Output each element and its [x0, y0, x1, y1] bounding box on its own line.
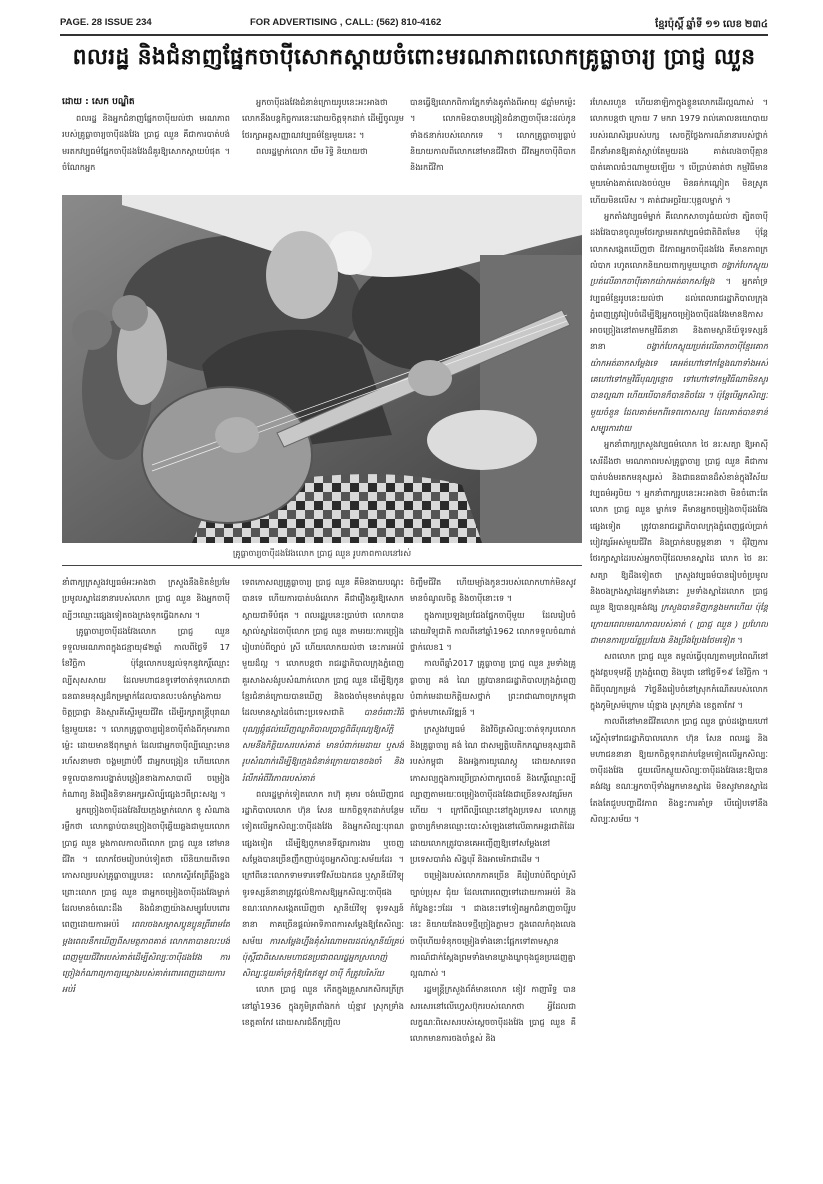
pull-quote: ការសម្ដែងហ្នឹងគុំសំណោមពរដល់ស្ថានីយ៍គ្រប់ប៉ុស្តិ៍ជាពិសេសមហាជនប្រជាពលរដ្ឋអ្នកស្រលាញ់សិល្បៈជួយគាំទ្រកុំឱ្យតែឥឡូវ ចាប៉ី ក៏ត្រូវបរិស័យ — [242, 935, 404, 979]
pull-quote: ក្រសួងបានទិញកន្លងមកហើយ ប៉ុន្តែក្រោយពេលមរណភាពរបស់គាត់ ( ប្រាជ្ញ ឈួន ) ប្រហែលជាមានការប្រយ័ត្នប្រយែង និងប្រឹងប្រែងថែមទៀត — [590, 602, 768, 645]
paragraph — [590, 436, 768, 648]
cushion — [427, 410, 537, 470]
article-photo — [62, 195, 582, 543]
paragraph: រហែសរហួន ហើយនាឡិកាក្នុងខ្លួនលោកដើរល្អណាស់ ។ លោកបន្តថា ក្រោយ 7 មករា 1979 រាល់គោលនយោបាយរបស់រណសិរ្សរបស់បក្ស សេចក្ដីថ្លែងការណ៍នានារបស់ថ្នាក់ដឹកនាំអានឱ្យគាត់ស្ដាប់តែមួយដង គាត់លេងចាប៉ីគ្មានបាត់គោលធំៗណាមួយឡើយ ។ បើប្រាប់គាត់ថា កម្មវិធីមានមួយម៉ោងគាត់លេងចប់ល្មម មិនឆក់កណ្ដៀត មិនស្រូត ហើយមិនលើស ។ គាត់ជាអច្ឆរិយៈបុគ្គលម្នាក់ ។ — [590, 97, 768, 205]
paragraph: រដ្ឋមន្ត្រីក្រសួងព័ត៌មានលោក ខៀវ កាញារីទ្ធ បានសរសេរនៅលើហ្វេសប៊ុករបស់លោកថា អ្វីដែលជាលក្ខណៈពិសេសរបស់ស្ដេចចាប៉ីដងវែង ប្រាជ្ញ ឈួន គឺលោកមានការចងចាំខ្ពស់ និង — [410, 984, 576, 1044]
chapei-body — [142, 387, 312, 523]
fretting-hand — [408, 360, 452, 396]
paragraph: ចិញ្ចឹមជីវិត ហើយម្យ៉ាងកូនៗរបស់លោកហាក់មិនសូវមានចំណូលចិត្ត និងចាប៉ីនោះទេ ។ — [410, 577, 576, 604]
paragraph-text: ទេពកោសល្យគ្រូធ្លាចារ្យ ប្រាជ្ញ ឈួន គឺមិនងាយបណ្ដុះបានទេ ហើយការបាត់បង់លោក គឺជារឿងគួរឱ្យសោកស្ដាយជាទីបំផុត ។ ពលរដ្ឋរូបនេះប្រាប់ថា លោកបានស្គាល់ស្នាដៃចាប៉ីលោក ប្រាជ្ញ ឈួន តាមរយៈការច្រៀងរៀបរាប់ពីច្បាប់ ស្រី ហើយលោកយល់ថា នេះការអប់រំមួយដ៏ល្អ ។ លោកបន្តថា រាជរដ្ឋាភិបាលក្រុងភ្នំពេញគួរសាងសង់រូបសំណាក់លោក ប្រាជ្ញ ឈួន ដើម្បីឱ្យកូនខ្មែរជំនាន់ក្រោយបានឃើញ និងចងចាំមុខមាត់បុគ្គល ដែលមានស្នាដៃចំពោះប្រទេសជាតិ — [242, 577, 404, 718]
child-head — [72, 310, 112, 350]
pull-quote: ពេលចងសម្ដាសប្ដូនប្អូនព្រឺរោមតែម្ដងពេលនឹកឃើញពីសមត្ថភាពគាត់ លោកតាបានលះបង់ពេញមួយជីវិតរបស់គាត់ដើម្បីសិល្បៈចាប៉ីដងវែង ការច្រៀងកំណាព្យកាព្យឃ្លោងរបស់គាត់ពោរពេញដោយការអប់រំ — [62, 919, 230, 995]
paragraph: អ្នកចាប៉ីដងវែងជំនាន់ក្រោយរូបនេះអះអាងថា លោកនឹងបន្តកិច្ចការនេះដោយចិត្តទុកដាក់ ដើម្បីចូលរួមថែរក្សាអត្តសញ្ញាណវប្បធម៌ខ្មែរមួយនេះ ។ — [242, 97, 404, 140]
photo-chapei-player — [62, 195, 582, 543]
plucking-hand — [215, 417, 259, 453]
paragraph: លោក ប្រាជ្ញ ឈួន កើតក្នុងគ្រួសារកសិករក្រីក្រ នៅឆ្នាំ1936 ក្នុងភូមិត្រពាំងកក់ ឃុំខ្នាវ ស្រុកទ្រាំង ខេត្តតាកែវ ដោយសារជំងឺកញ្ជ្រិល — [242, 984, 404, 1028]
column-3-top — [410, 94, 576, 190]
paragraph: ក្រសួងវប្បធម៌ និងវិចិត្រសិល្បៈចាត់ទុករូបលោក និងគ្រូធ្លាចារ្យ គង់ ណៃ ជាសម្បត្តិបេតិកភណ្ឌមនុស្សជាតិរបស់កម្ពុជា និងអង្គការយូណេស្កូ ដោយសារទេពកោសល្យក្នុងការប្រើប្រាស់ពាក្យពេចន៍ និងកេរ្តិ៍ឈ្មោះល្បីល្បាញតាមរយៈចម្រៀងចាប៉ីដងវែងជាច្រើនទសវត្សរ៍មកហើយ ។ ក្រៅពីល្បីឈ្មោះនៅក្នុងប្រទេស លោកគ្រូធ្លាចារ្យក៏មានឈ្មោះបោះសំឡេងនៅលើឆាកអន្តរជាតិដែរ ដោយលោកត្រូវបានគេអញ្ជើញឱ្យទៅសម្ដែងនៅប្រទេសបារាំង សិង្ហបុរី និងអាមេរិកជាដើម ។ — [410, 723, 576, 865]
paragraph — [410, 655, 576, 720]
paragraph: សពលោក ប្រាជ្ញ ឈួន តម្កល់ធ្វើបុណ្យតាមប្រពៃណីនៅក្នុងវត្តបទុមវត្តី ក្រុងភ្នំពេញ និងបូជា នៅថ្ងៃទី១៩ ខែវិច្ឆិកា ។ ពិធីបុណ្យកម្រង់ 7ថ្ងៃនឹងរៀបចំនៅស្រុកកំណើតរបស់លោកក្នុងភូមិស្រម៉ក្រោម ឃុំខ្នាង ស្រុកទ្រាំង ខេត្តតាកែវ ។ — [590, 651, 768, 710]
paragraph-text: អ្នកតាំងវប្បធម៌ម្នាក់ គឺលោកសាចារូធំយល់ថា ត្បិតចាប៉ីដងវែងបានចូលរួមថែរក្សាមរតកវប្បធម៌ជាតិពិតមែន ប៉ុន្តែលោកសង្កេតឃើញថា ជីវភាពអ្នកចាប៉ីដងវែង គឺមានភាពក្រលំបាក រហូតលោកនិយាយពាក្យមួយឃ្លាថា — [590, 211, 768, 270]
paragraph: ចម្រៀងរបស់លោកភាគច្រើន គឺរៀបរាប់ពីច្បាប់ស្រី ច្បាប់ប្រុស ជុំយ ដែលពោរពេញទៅដោយការអប់រំ និងកំប្លែងខ្លះៗដែរ ។ ជាងនេះទៅទៀតអ្នកជំនាញចាប៉ីរូបនេះ និយាយតែងបទថ្មីច្រៀងភ្លាមៗ ក្នុងពេលកំពុងលេងចាប៉ីហើយទំនុកចម្រៀងទាំងនោះផ្អែកទៅតាមស្ថានការណ៍ជាក់ស្ដែងព្រមទាំងមានឃ្លាងឃ្លាចុងជួនប្រដេញគ្នាល្អណាស់ ។ — [410, 870, 576, 979]
paragraph — [242, 574, 404, 786]
paragraph-text: អ្នកនាំពាក្យក្រសួងវប្បធម៌លោក ថៃ នរៈសត្យា ឱ្យអាស៊ីសេរីដឹងថា មរណភាពរបស់គ្រូធ្លាចារ្យ ប្រាជ្ញ ឈួន គឺជាការបាត់បង់មរតកមនុស្សរស់ និងជាធនធានដ៏សំខាន់ក្នុងវិស័យវប្បធម៌អរូបិយ ។ អ្នកនាំពាក្យរូបនេះអះអាងថា មិនចំពោះតែលោក ប្រាជ្ញ ឈួន ម្នាក់ទេ គឺមានអ្នកចម្រៀងចាប៉ីដងវែងផ្សេងទៀត ត្រូវបានរាជរដ្ឋាភិបាលក្រុងភ្នំពេញផ្ដល់ប្រាក់បៀវត្សរ៍អស់មួយជីវិត និងប្រាក់ឧបត្ថម្ភនានា ។ ជុំវិញការថែរក្សាស្នាដៃរបស់អ្នកចាប៉ីដែលមានស្នាដៃ លោក ថៃ នរៈសត្យា ឱ្យដឹងទៀតថា ក្រសួងវប្បធម៌បានរៀបចំប្រមូល និងចងក្រងស្នាដៃអ្នកទាំងនោះ រួមទាំងស្នាដៃលោក ប្រាជ្ញ ឈួន ឱ្យបានល្អគង់វង្ស — [590, 439, 768, 613]
paragraph-text: អ្នកច្រៀងចាប៉ីដងវែងវ័យក្មេងម្នាក់លោក ខូ សំណាង រម្លឹកថា លោកធ្លាប់បានច្រៀងចាប៉ីឆ្លើយឆ្លងជាមួយលោក ប្រាជ្ញ ឈួន ម្ដងកាលកាលពីលោក ប្រាជ្ញ ឈួន នៅមានជីវិត ។ លោកថែមរៀបរាប់ទៀតថា បើនិយាយពីទេពកោសល្យរបស់គ្រូធ្លាចារ្យរូបនេះ លោកស្ទើរតែព្រឺឆ្អឹងខ្នង ព្រោះលោក ប្រាជ្ញ ឈួន ជាអ្នកចម្រៀងចាប៉ីដងវែងម្នាក់ ដែលមានចំណេះដឹង និងជំនាញយ៉ាងសម្បូរបែបពោរពេញដោយការអប់រំ — [62, 805, 230, 930]
paragraph: ក្នុងការប្រឡងប្រជែងផ្នែកចាប៉ីមួយ ដែលរៀបចំដោយវិទ្យុជាតិ កាលពីនៅឆ្នាំ1962 លោកទទួលចំណាត់ថ្នាក់លេខ1 ។ — [410, 609, 576, 653]
paragraph-text: ជាអ្នកបង្រៀន — [142, 756, 189, 767]
man-head — [266, 231, 338, 319]
paragraph — [590, 208, 768, 436]
paragraph-text: ។ — [734, 634, 743, 645]
article-byline: ដោយ : សេក បណ្ឌិត — [62, 97, 135, 107]
photo-caption: គ្រូធ្លាចារ្យចាប៉ីដងវែងលោក ប្រាជ្ញ ឈួន រូបភាពកាលនៅរស់ — [232, 548, 412, 558]
column-1-top — [62, 110, 230, 190]
header-divider — [60, 34, 768, 36]
woman-head — [112, 295, 148, 331]
paragraph — [62, 623, 230, 802]
column-2-bottom — [242, 574, 404, 1114]
article-headline: ពលរដ្ឋ និងជំនាញផ្នែកចាប៉ីសោកស្ដាយចំពោះមរណភាពលោកគ្រូធ្លាចារ្យ ប្រាជ្ញ ឈួន — [72, 44, 756, 70]
paragraph — [242, 786, 404, 982]
paragraph: កាលពីនៅមានជីវិតលោក ប្រាជ្ញ ឈួន ធ្លាប់ដង្ហោយហៅស្នើសុំទៅរាជរដ្ឋាភិបាលលោក ហ៊ុន សែន ពលរដ្ឋ និងមហាជននានា ឱ្យយកចិត្តទុកដាក់បន្ថែមទៀតលើអ្នកសិល្បៈចាប៉ីដងវែង ជួយលើកស្ទួយសិល្បៈចាប៉ីដងវែងនេះឱ្យបានគង់វង្ស ខណៈអ្នកចាប៉ីទាំងអ្នកមានស្នាដៃ មិនសូវមានស្នាដៃតែងតែជួបបញ្ហាជីវភាព និងខ្វះការគាំទ្រ បើធៀបទៅនឹងសិល្បៈសម័យ ។ — [590, 716, 768, 825]
masthead-right: ខ្មែរប៉ុស្ដិ៍ ឆ្នាំទី ១១ លេខ ២៣៤ — [655, 19, 768, 30]
paragraph: បានធ្វើឱ្យលោកពិការភ្នែកទាំងគូតាំងពីអាយុ ៨ឆ្នាំមកម្ល៉េះ ។ លោកមិនបានបង្រៀនជំនាញចាប៉ីនេះដល់កូនទាំង៥នាក់របស់លោកទេ ។ លោកគ្រូធ្លាចារ្យធ្លាប់និយាយកាលពីលោកនៅមានជីវិតថា ជីវិតអ្នកចាប៉ីពិបាក និងរកជីវិកា — [410, 97, 576, 173]
paragraph: នាំពាក្យក្រសួងវប្បធម៌អះអាងថា ក្រសួងនឹងខិតខំប្រមែប្រមូលស្នាដៃនានារបស់លោក ប្រាជ្ញ ឈួន និងអ្នកចាប៉ីល្បីៗឈ្មោះផ្សេងទៀតចងក្រងទុកធ្វើឯកសារ ។ — [62, 577, 230, 620]
paragraph: ពលរដ្ឋម្នាក់លោក យឹម រិទ្ធិ និយាយថា — [256, 145, 368, 156]
page-header — [60, 16, 768, 36]
column-3-bottom — [410, 574, 576, 1114]
paragraph-text: គ្រូធ្លាចារ្យចាប៉ីដងវែងលោក ប្រាជ្ញ ឈួន ទទួលមរណភាពក្នុងជន្មាយុ៨២ឆ្នាំ កាលពីថ្ងៃទី 17 ខែវិច្ឆិកា ប៉ុន្តែលោកបន្សល់ទុកនូវកេរ្តិ៍ឈ្មោះល្បីសុសសាយ ដែលមហាជនទូទៅចាត់ទុកលោកជាធនធានមនុស្សដ៏កម្រម្នាក់ដែលបានលះបង់កម្លាំងកាយចិត្តប្រាជ្ញា និងស្មារតីស្ទើរមួយជីវិត ដើម្បីរក្សាតន្ត្រីបុរាណខ្មែរមួយនេះ ។ លោកគ្រូធ្លាចារ្យរៀនចាប៉ីតាំងពីកុមារភាពម្ល៉េះ ដោយមានឪពុកម្នាក់ ដែលជាអ្នកចាប៉ីល្បីឈ្មោះមានរហ័សនាមថា — [62, 625, 230, 767]
pull-quote: បានចំពោះវិធីបុណ្យឆ្កុំផល់ឃើញឈ្លាតិបាលប្រាជ្ញពិធីបុណ្យឱ្យស័ក្តិសមនឹងកិត្តិយសរបស់គាត់ មានបំពាក់មេដាយ ឬសង់រូបសំណាក់ដើម្បីឱ្យក្មេងជំនាន់ក្រោយបានចងចាំ និងរំលឹកអំពីវីរភាពរបស់គាត់ — [242, 707, 404, 783]
quoted-name: ចង្គមព្រាប់ប៊ី — [106, 756, 143, 767]
award-name: ព្រះរាជាណាចក្រកម្ពុជា ថ្នាក់មហាសេរីវឌ្ឍន៍ — [410, 691, 576, 718]
paragraph-text: ។ — [467, 707, 476, 718]
column-1-bottom — [62, 574, 230, 1114]
paragraph-text: ហើយលោកទទួលបានការបង្ហាត់បង្រៀនខាងភាសាបាលី ចម្រៀង កំណាព្យ និងរឿងនិទានអក្សរសិល្ប៍ផ្សេងៗពីព្រះសង្ឃ ។ — [62, 756, 230, 799]
column-4 — [590, 94, 768, 1114]
wall-panel — [480, 255, 582, 543]
page-issue-label: PAGE. 28 ISSUE 234 — [60, 17, 152, 28]
paragraph — [62, 802, 230, 998]
paragraph-text: ។ អ្នកគាំទ្រវប្បធម៌ខ្មែររូបនេះយល់ថា ដល់ពេលរាជរដ្ឋាភិបាលក្រុងភ្នំពេញត្រូវរៀបចំដើម្បីឱ្យអ្នកចម្រៀងចាប៉ីដងវែងមានឱកាសអាចច្រៀងនៅតាមកម្មវិធីនានា និងតាមស្ថានីយ៍ទូរទស្សន៍នានា — [590, 276, 768, 352]
paragraph-text: កាលពីឆ្នាំ2017 គ្រូធ្លាចារ្យ ប្រាជ្ញ ឈួន រួមទាំងគ្រូធ្លាចារ្យ គង់ ណៃ ត្រូវបានរាជរដ្ឋាភិបាលក្រុងភ្នំពេញបំពាក់មេដាយកិត្តិយសថ្នាក់ — [410, 658, 576, 702]
paragraph: ពលរដ្ឋ និងអ្នកជំនាញផ្នែកចាប៉ីយល់ថា មរណភាពរបស់គ្រូធ្លាចារ្យចាប៉ីដងវែង ប្រាជ្ញ ឈួន គឺជាការបាត់បង់មរតកវប្បធម៌ផ្នែកចាប៉ីដងវែងដ៏គួរឱ្យសោកស្ដាយបំផុត ។ ចំណែកអ្នក — [62, 113, 230, 172]
caption-divider — [62, 565, 582, 566]
pull-quote: ចង្វាក់បែកស្លុយ ប្រត់លើឆាកចាប៉ីគោកយ៉ាកអត់ឆាកសម្ដែង — [590, 259, 768, 287]
paragraph-text: ពលរដ្ឋម្នាក់ទៀតលោក រាហ៊ុ គុមារ ចង់ឃើញរាជរដ្ឋាភិបាលលោក ហ៊ុន សែន យកចិត្តទុកដាក់បន្ថែមទៀតលើអ្នកសិល្បៈចាប៉ីដងវែង និងអ្នកសិល្បៈបុរាណផ្សេងទៀត ដើម្បីឱ្យពួកមានទីផ្សារការងារ ឬចេញសម្ដែងបានច្រើនញឹកញាប់ដូចអ្នកសិល្បៈសម័យដែរ ។ ក្រៅពីនេះលោកទាមទារទៅវិស័យឯកជន ឬស្ថានីយ៍វិទ្យុ ទូរទស្សន៍នានាត្រូវផ្ដល់ឱកាសឱ្យអ្នកសិល្បៈចាប៉ីផង ខណៈលោកសង្កេតឃើញថា ស្ថានីយ៍វិទ្យុ ទូរទស្សន៍នានា ភាគច្រើនផ្ដល់អាទិភាពការសម្ដែងឱ្យតែសិល្បៈសម័យ — [242, 788, 404, 946]
pull-quote: ចង្វាក់បែកស្លុយប្រត់លើឆាកចាប៉ីខ្មែរគោកយ៉ាកអត់ឆាកសម្ដែងទេ គេអត់ហៅទៅកន្លែងណាទាំងអស់ គេហៅទៅកម្មវិធីបុណ្យខ្មោច ទៅហៅទៅកម្មវិធីណាមិនសូវបានល្អណា ហើយបើបានក៏បានតិចដែរ ។ ប៉ុន្តែបើអ្នកសិល្បៈមួយចំនួន ដែលគាត់មកពីទេពកោសល្យ ដែលគាត់បានទាន់សម្បូរការវាយ — [590, 341, 768, 433]
column-2-top — [242, 94, 404, 190]
advertising-line: FOR ADVERTISING , CALL: (562) 810-4162 — [250, 17, 442, 28]
